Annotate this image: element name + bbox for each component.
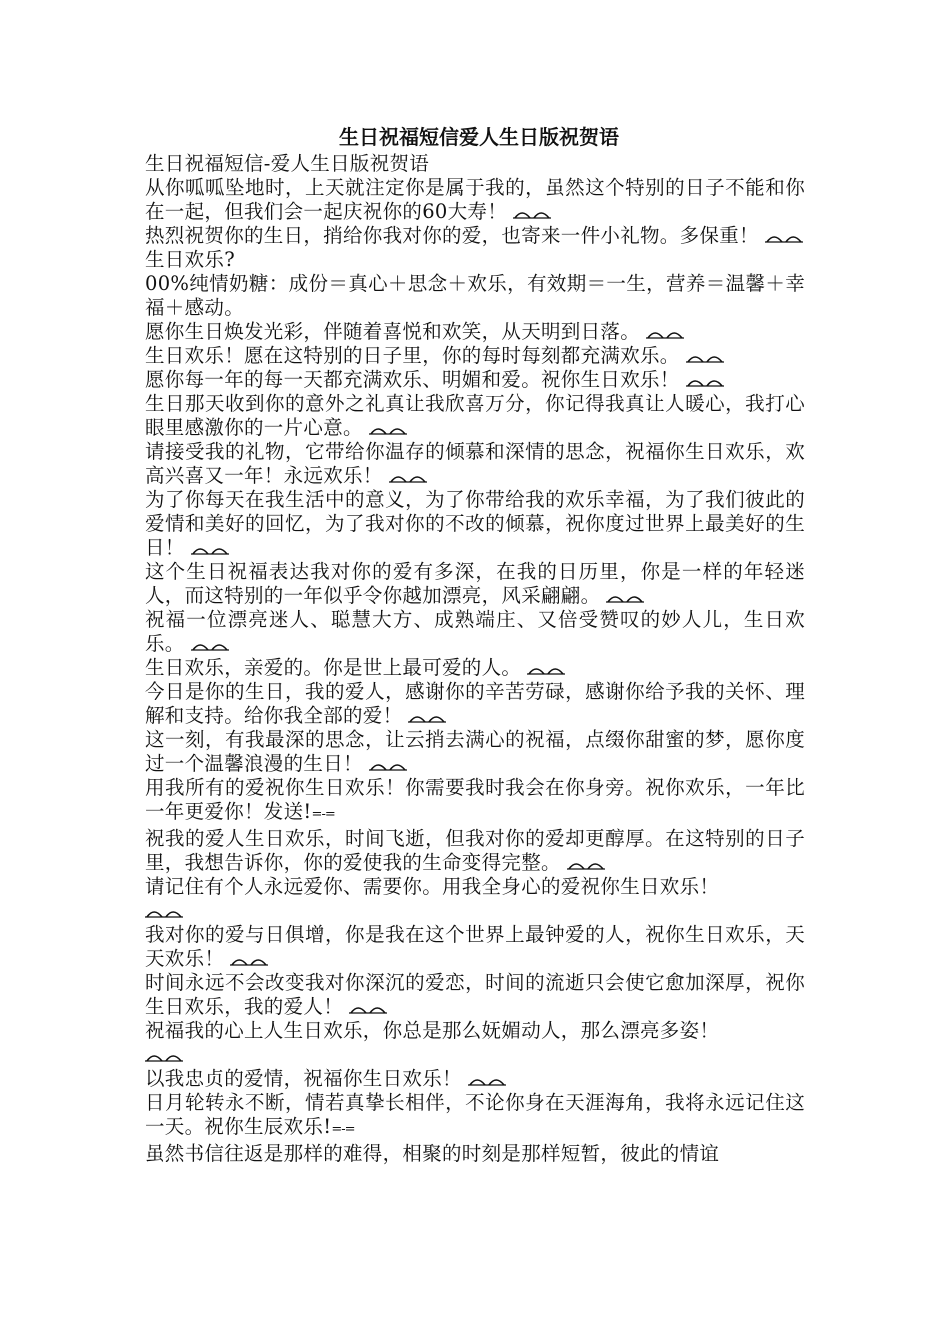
document-subtitle: 生日祝福短信-爱人生日版祝贺语 xyxy=(145,152,430,175)
paragraph xyxy=(145,1019,805,1067)
smile-emoticon-icon xyxy=(191,638,231,652)
paragraph xyxy=(145,923,805,971)
paragraph-text: 祝我的爱人生日欢乐，时间飞逝，但我对你的爱却更醇厚。在这特别的日子里，我想告诉你，你的爱使我的生命变得完整。 xyxy=(145,827,805,874)
paragraph xyxy=(145,680,805,728)
paragraph xyxy=(145,1142,805,1166)
smile-emoticon-icon xyxy=(468,1073,508,1087)
paragraph xyxy=(145,224,805,248)
smile-emoticon-icon xyxy=(191,542,231,556)
paragraph xyxy=(145,440,805,488)
paragraph-text: 生日欢乐！愿在这特别的日子里，你的每时每刻都充满欢乐。 xyxy=(145,344,680,367)
paragraph-text: 这一刻，有我最深的思念，让云捎去满心的祝福，点缀你甜蜜的梦，愿你度过一个温馨浪漫的生日！ xyxy=(145,728,805,775)
paragraph xyxy=(145,176,805,224)
smile-emoticon-icon xyxy=(686,374,726,388)
paragraph-text: 生日欢乐，亲爱的。你是世上最可爱的人。 xyxy=(145,656,522,679)
paragraph xyxy=(145,1091,805,1142)
paragraph-text: 祝福我的心上人生日欢乐，你总是那么妩媚动人，那么漂亮多姿！ xyxy=(145,1019,720,1042)
smile-emoticon-icon xyxy=(349,1001,389,1015)
emoticon-text: =-= xyxy=(311,807,335,822)
paragraph-text: 请接受我的礼物，它带给你温存的倾慕和深情的思念，祝福你生日欢乐，欢高兴喜又一年！永远欢乐！ xyxy=(145,440,805,487)
document-page xyxy=(145,122,805,1166)
paragraph xyxy=(145,656,805,680)
paragraph-text: 为了你每天在我生活中的意义，为了你带给我的欢乐幸福，为了我们彼此的爱情和美好的回忆，为了我对你的不改的倾慕，祝你度过世界上最美好的生日！ xyxy=(145,488,805,559)
paragraph xyxy=(145,728,805,776)
paragraph-text: 我对你的爱与日俱增，你是我在这个世界上最钟爱的人，祝你生日欢乐，天天欢乐！ xyxy=(145,923,805,970)
paragraph xyxy=(145,392,805,440)
document-title: 生日祝福短信爱人生日版祝贺语 xyxy=(339,125,619,149)
paragraph xyxy=(145,248,805,272)
smile-emoticon-icon xyxy=(145,1049,185,1063)
paragraph-text: 愿你生日焕发光彩，伴随着喜悦和欢笑，从天明到日落。 xyxy=(145,320,641,343)
paragraph-text: 愿你每一年的每一天都充满欢乐、明媚和爱。祝你生日欢乐！ xyxy=(145,368,680,391)
paragraph xyxy=(145,971,805,1019)
paragraph xyxy=(145,1067,805,1091)
smile-emoticon-icon xyxy=(513,206,553,220)
smile-emoticon-icon xyxy=(527,662,567,676)
paragraph-text: 时间永远不会改变我对你深沉的爱恋，时间的流逝只会使它愈加深厚，祝你生日欢乐，我的爱人！ xyxy=(145,971,805,1018)
paragraph-text: 生日欢乐? xyxy=(145,248,235,271)
paragraph xyxy=(145,272,805,320)
paragraph-text: 热烈祝贺你的生日，捎给你我对你的爱，也寄来一件小礼物。多保重！ xyxy=(145,224,759,247)
smile-emoticon-icon xyxy=(230,953,270,967)
paragraph xyxy=(145,368,805,392)
paragraph xyxy=(145,560,805,608)
paragraph xyxy=(145,827,805,875)
paragraph-list xyxy=(145,176,805,1166)
smile-emoticon-icon xyxy=(145,905,185,919)
paragraph-text: 这个生日祝福表达我对你的爱有多深，在我的日历里，你是一样的年轻迷人，而这特别的一年似乎令你越加漂亮，风采翩翩。 xyxy=(145,560,805,607)
paragraph-text: 以我忠贞的爱情，祝福你生日欢乐！ xyxy=(145,1067,462,1090)
paragraph-text: 今日是你的生日，我的爱人，感谢你的辛苦劳碌，感谢你给予我的关怀、理解和支持。给你我全部的爱！ xyxy=(145,680,805,727)
smile-emoticon-icon xyxy=(606,590,646,604)
smile-emoticon-icon xyxy=(389,470,429,484)
paragraph xyxy=(145,875,805,923)
paragraph-text: 日月轮转永不断，情若真挚长相伴，不论你身在天涯海角，我将永远记住这一天。祝你生辰欢乐! xyxy=(145,1091,805,1138)
smile-emoticon-icon xyxy=(369,422,409,436)
paragraph xyxy=(145,320,805,344)
paragraph xyxy=(145,344,805,368)
paragraph-text: 生日那天收到你的意外之礼真让我欣喜万分，你记得我真让人暖心，我打心眼里感激你的一片心意。 xyxy=(145,392,805,439)
paragraph-text: 00%纯情奶糖：成份＝真心＋思念＋欢乐，有效期＝一生，营养＝温馨＋幸福＋感动。 xyxy=(145,272,805,319)
paragraph-text: 祝福一位漂亮迷人、聪慧大方、成熟端庄、又倍受赞叹的妙人儿，生日欢乐。 xyxy=(145,608,805,655)
smile-emoticon-icon xyxy=(765,230,805,244)
smile-emoticon-icon xyxy=(567,857,607,871)
paragraph-text: 从你呱呱坠地时，上天就注定你是属于我的，虽然这个特别的日子不能和你在一起，但我们会一起庆祝你的60大寿！ xyxy=(145,176,805,223)
paragraph-text: 请记住有个人永远爱你、需要你。用我全身心的爱祝你生日欢乐！ xyxy=(145,875,720,898)
paragraph xyxy=(145,608,805,656)
smile-emoticon-icon xyxy=(369,758,409,772)
paragraph xyxy=(145,488,805,560)
emoticon-text: =-= xyxy=(331,1122,355,1137)
paragraph-text: 用我所有的爱祝你生日欢乐！你需要我时我会在你身旁。祝你欢乐，一年比一年更爱你！发送! xyxy=(145,776,805,823)
smile-emoticon-icon xyxy=(686,350,726,364)
smile-emoticon-icon xyxy=(646,326,686,340)
paragraph xyxy=(145,776,805,827)
paragraph-text: 虽然书信往返是那样的难得，相聚的时刻是那样短暂，彼此的情谊 xyxy=(145,1142,720,1165)
smile-emoticon-icon xyxy=(408,710,448,724)
